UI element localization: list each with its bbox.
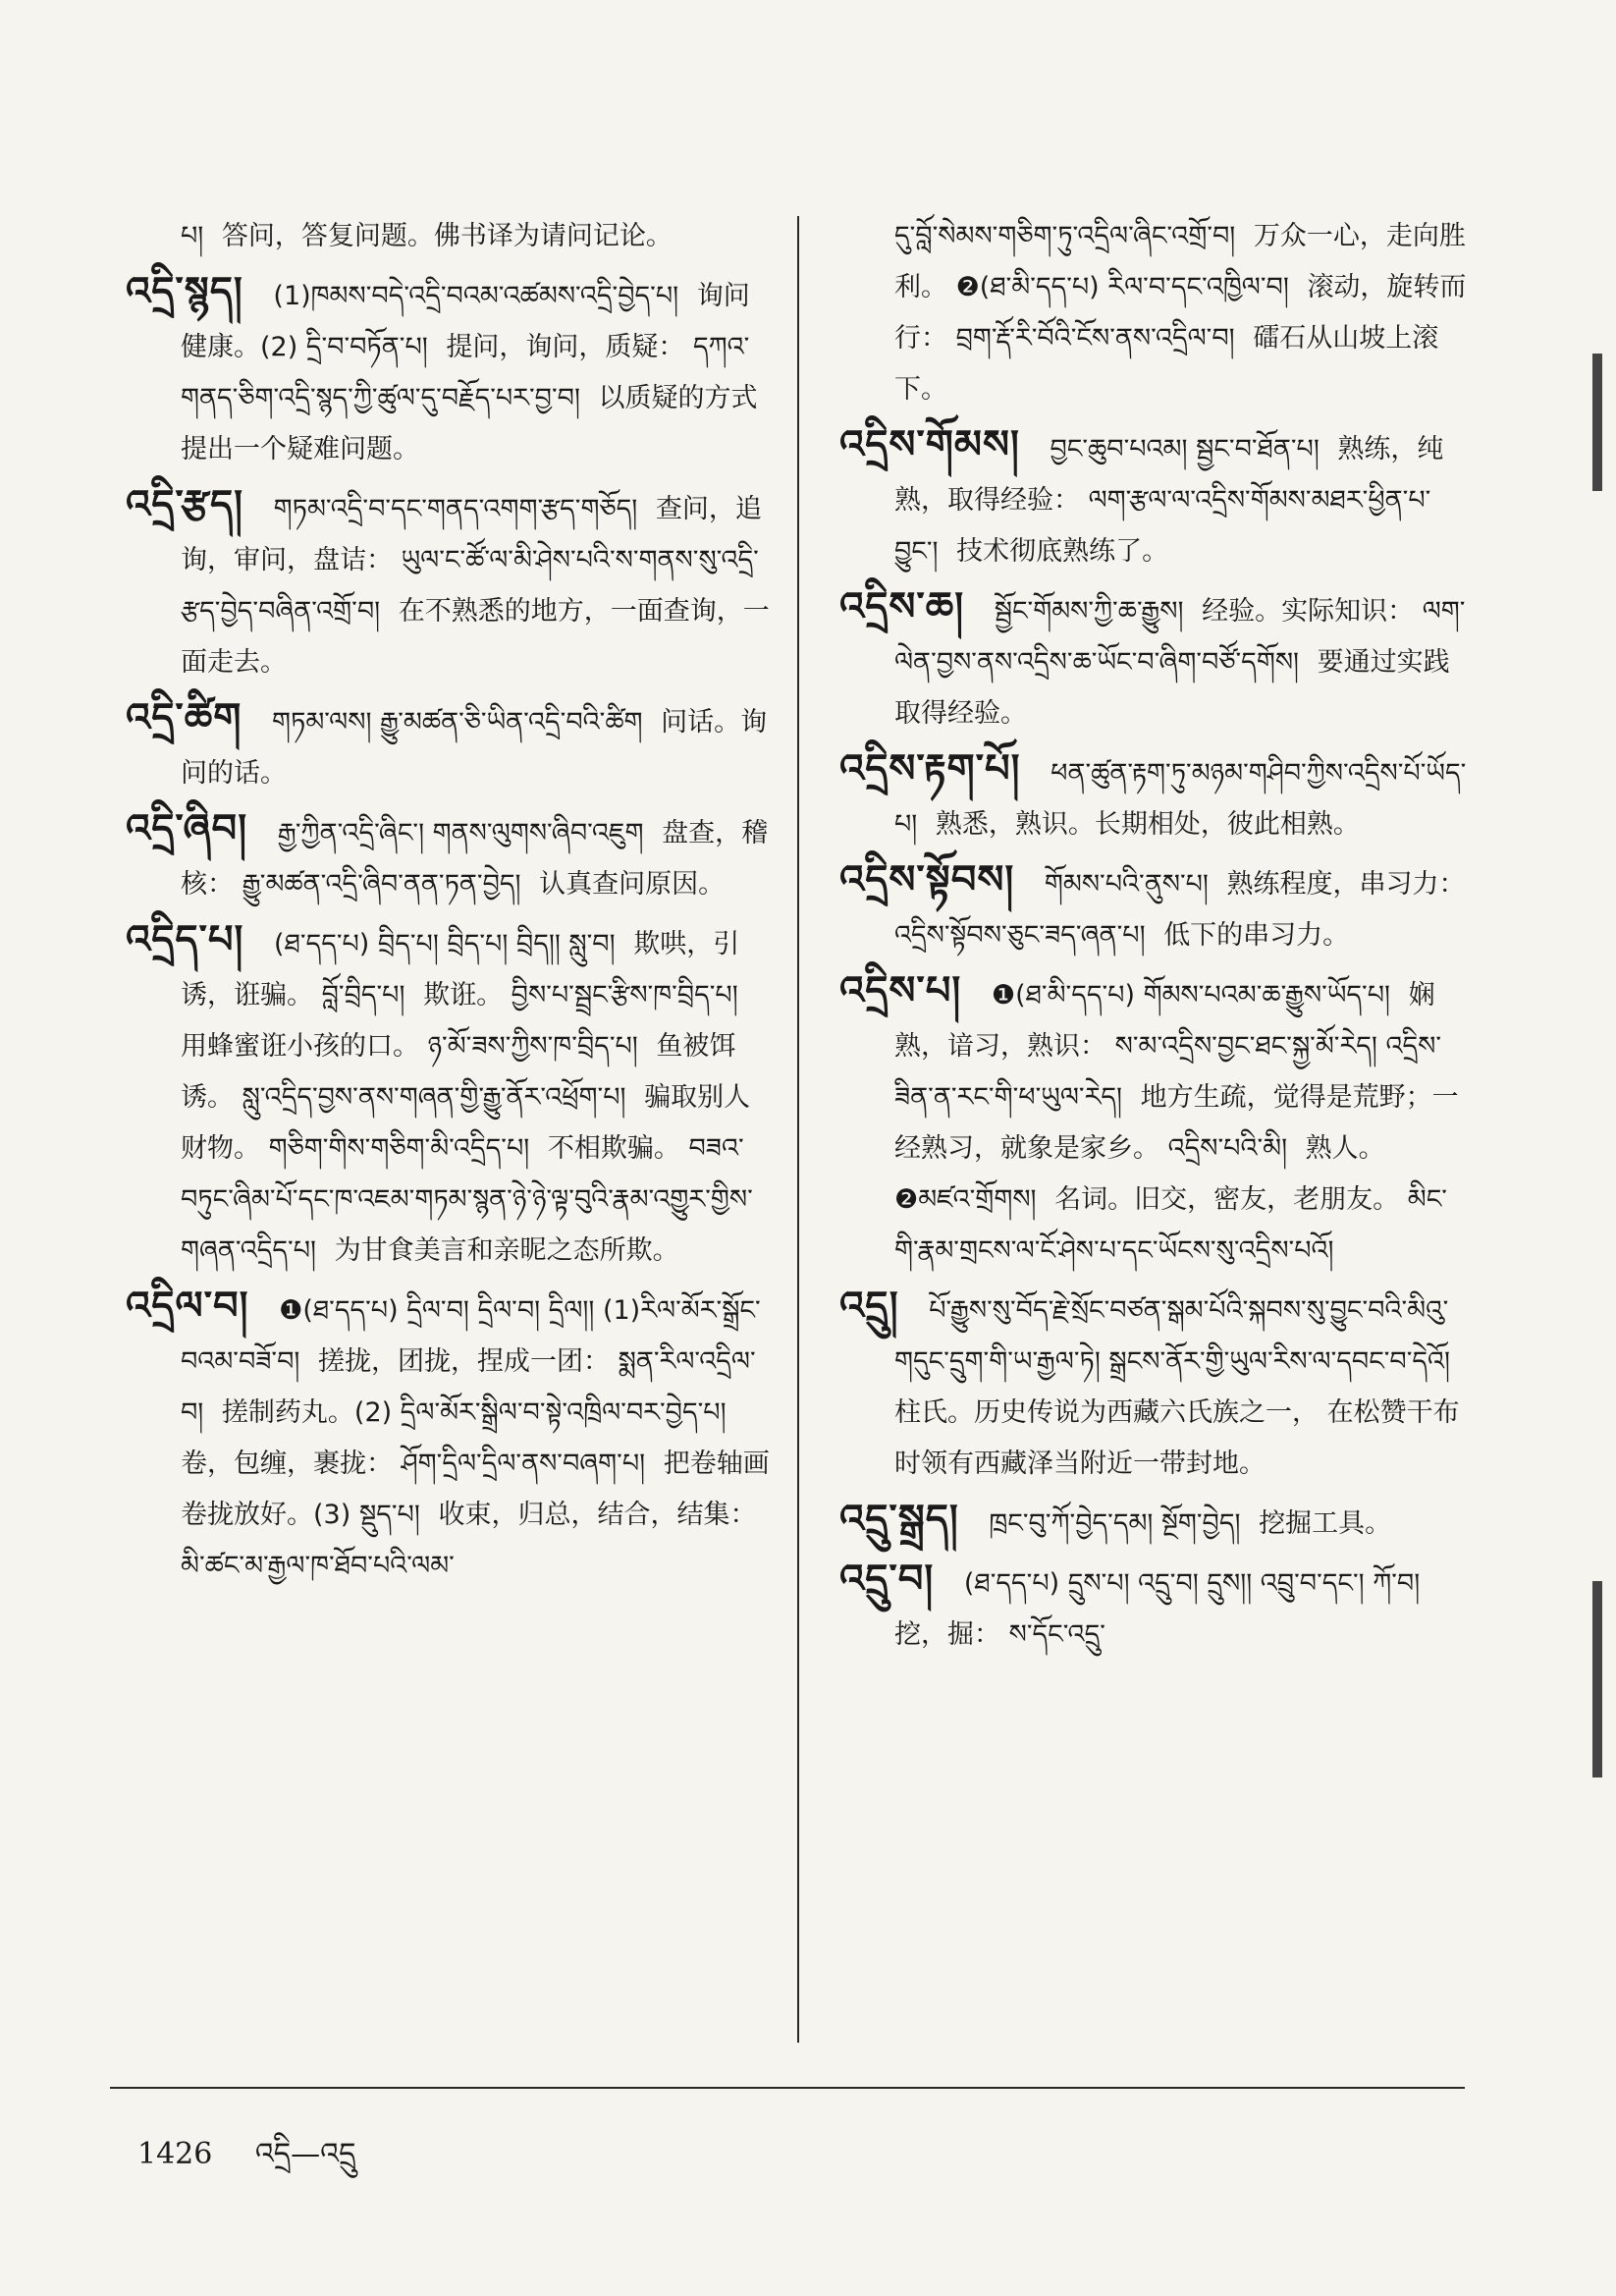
column-divider [797,216,799,2043]
dictionary-entry [839,1554,1468,1661]
entry-chinese-gloss: 挖掘工具。 [1259,1508,1392,1539]
entry-chinese-gloss: 低下的串习力。 [1163,920,1350,951]
entry-tibetan-text: བྲག་རྡོ་རི་བོའི་ངོས་ནས་འདྲིལ་བ། [955,323,1235,354]
entry-tibetan-text: ❶(ཐ་དད་པ) དྲིལ་བ། དྲིལ་བ། དྲིལ།། (1)རིལ་མོར་སྒྲོང་བའམ་བཟོ་བ། [181,1295,761,1377]
entry-tibetan-text: (1)ཁམས་བདེ་འདྲི་བའམ་འཚམས་འདྲི་བྱེད་པ། [273,281,679,311]
entry-headword: འདྲིས་སྟོབས། [839,857,1015,902]
dictionary-entry [839,1494,1468,1550]
left-column [126,211,774,1596]
entry-chinese-gloss: 熟练程度，串习力： [1226,869,1466,900]
dictionary-entry [839,581,1468,739]
entry-headword: འདྲིས་རྟག་པོ། [839,746,1021,792]
dictionary-entry [126,211,774,262]
page-range: འདྲི—འདྲུ [254,2137,356,2171]
entry-chinese-gloss: 不相欺骗。 [547,1133,680,1164]
entry-chinese-gloss: 在不熟悉的地方，一面查询，一面走去。 [181,596,770,678]
entry-chinese-gloss: 提问，询问，质疑： [446,332,685,362]
page-number: 1426 [137,2137,213,2171]
entry-tibetan-text: དྲིལ་མོར་སྒྲིལ་བ་སྟེ་འཁྲིལ་བར་བྱེད་པ། [400,1397,727,1428]
entry-tibetan-text: འདྲིས་པའི་མི། [1167,1133,1288,1164]
entry-tibetan-text: ཤོག་དྲིལ་དྲིལ་ནས་བཞག་པ། [401,1449,646,1479]
entry-chinese-gloss: 问话。询问的话。 [181,707,768,789]
entry-chinese-gloss: 询问健康。(2) [181,281,750,362]
entry-tibetan-text: གཏམ་ལས། རྒྱུ་མཚན་ཅི་ཡིན་འདྲི་བའི་ཚིག [272,707,643,738]
entry-tibetan-text: (ཐ་དད་པ) བྲིད་པ། བྲིད་པ། བྲིད།། སླུ་བ། [274,929,616,959]
entry-tibetan-text: འདྲིས་སྟོབས་ཅུང་ཟད་ཞན་པ། [894,920,1146,951]
entry-tibetan-text: སྦྱོང་གོམས་ཀྱི་ཆ་རྒྱུས། [994,596,1184,627]
scan-edge-mark [1592,1581,1602,1777]
dictionary-entry [126,803,774,910]
entry-chinese-gloss: 盘查，稽核： [181,818,769,900]
page-footer [137,2121,355,2204]
entry-headword: འདྲུ་སྒྲད། [839,1497,959,1542]
entry-tibetan-text: སླུ་འདྲིད་བྱས་ནས་གཞན་གྱི་རྒྱུ་ནོར་འཕྲོག་པ། [242,1082,626,1113]
right-column [839,211,1468,1665]
dictionary-entry [126,266,774,475]
entry-chinese-gloss: 熟练，纯熟，取得经验： [894,434,1444,516]
entry-headword: འདྲིལ་བ། [126,1284,249,1329]
entry-tibetan-text: བཟའ་བཏུང་ཞིམ་པོ་དང་ཁ་འཇམ་གཏམ་སྙན་ཉེ་ཉེ་ལྟ་བུའི་རྣམ་འགྱུར་གྱིས་གཞན་འདྲིད་པ། [181,1133,753,1266]
entry-headword: འདྲུ། [839,1284,899,1329]
entry-chinese-gloss: 礌石从山坡上滚下。 [894,323,1439,405]
entry-chinese-gloss: 熟人。 [1305,1133,1385,1164]
entry-chinese-gloss: 地方生疏，觉得是荒野；一经熟习，就象是家乡。 [894,1082,1459,1164]
entry-headword: འདྲིས་ཆ། [839,584,965,629]
entry-tibetan-text: ཡུལ་ང་ཚོ་ལ་མི་ཤེས་པའི་ས་གནས་སུ་འདྲི་རྩད་བྱེད་བཞིན་འགྲོ་བ། [181,545,759,627]
entry-tibetan-text: སྨན་རིལ་འདྲིལ་བ། [181,1346,756,1428]
entry-tibetan-text: པ། [181,221,204,251]
entry-chinese-gloss: 以质疑的方式提出一个疑难问题。 [181,383,758,465]
entry-tibetan-text: བྱང་ཆུབ་པའམ། སྦྱང་བ་ཐོན་པ། [1050,434,1320,465]
entry-headword: འདྲི་སྙད། [126,269,243,314]
entry-chinese-gloss: 为甘食美言和亲昵之态所欺。 [334,1235,679,1266]
entry-tibetan-text: གཅིག་གིས་གཅིག་མི་འདྲིད་པ། [268,1133,530,1164]
entry-tibetan-text: མིང་གི་རྣམ་གྲངས་ལ་ངོ་ཤེས་པ་དང་ཡོངས་སུ་འདྲིས་པའོ། [894,1184,1447,1266]
dictionary-entry [839,419,1468,577]
entry-chinese-gloss: 娴熟，谙习，熟识： [894,980,1435,1062]
entry-tibetan-text: ས་མ་འདྲིས་བྱང་ཐང་སྐྱ་མོ་རེད། འདྲིས་ཟིན་ན་རང་གི་ཕ་ཡུལ་རེད། [894,1031,1442,1113]
dictionary-entry [126,692,774,799]
entry-tibetan-text: དྲི་བ་བཏོན་པ། [305,332,428,362]
entry-chinese-gloss: 欺诳。 [423,980,504,1011]
entry-headword: འདྲིད་པ། [126,917,244,962]
dictionary-entry [126,1281,774,1592]
entry-tibetan-text: ས་དོང་འདྲུ་ [1008,1619,1105,1650]
entry-chinese-gloss: 技术彻底熟练了。 [956,536,1169,567]
entry-tibetan-text: སྡུད་པ། [358,1500,420,1530]
dictionary-entry [839,211,1468,415]
entry-chinese-gloss: 认真查问原因。 [539,869,726,900]
entry-chinese-gloss: 挖，掘： [894,1619,1000,1650]
entry-chinese-gloss: 把卷轴画卷拢放好。(3) [181,1449,770,1530]
dictionary-entry [839,854,1468,961]
entry-chinese-gloss: 名词。旧交，密友，老朋友。 [1054,1184,1400,1215]
entry-tibetan-text: ལག་ལེན་བྱས་ནས་འདྲིས་ཆ་ཡོང་བ་ཞིག་བཙོ་དགོས། [894,596,1466,678]
dictionary-entry [839,743,1468,850]
entry-chinese-gloss: 经验。实际知识： [1202,596,1415,627]
entry-tibetan-text: གོམས་པའི་ནུས་པ། [1044,869,1209,900]
entry-tibetan-text: ❷མཛའ་གྲོགས། [894,1184,1037,1215]
entry-tibetan-text: དཀའ་གནད་ཅིག་འདྲི་སྙད་ཀྱི་ཚུལ་དུ་བརྗོད་པར་བྱ་བ། [181,332,750,413]
entry-chinese-gloss: 搓拢，团拢，捏成一团： [318,1346,610,1377]
entry-headword: འདྲི་ཞིབ། [126,806,248,851]
scan-edge-mark [1592,354,1602,491]
entry-tibetan-text: བྱིས་པ་སྦྲང་རྩིས་ཁ་བྲིད་པ། [511,980,738,1011]
entry-tibetan-text: རྒྱ་ཀྱིན་འདྲི་ཞིང་། གནས་ལུགས་ཞིབ་འཇུག [277,818,644,848]
entry-tibetan-text: ལག་རྩལ་ལ་འདྲིས་གོམས་མཐར་ཕྱིན་པ་བྱུང་། [894,485,1431,567]
entry-tibetan-text: པོ་རྒྱུས་སུ་བོད་རྗེ་སྲོང་བཙན་སྒམ་པོའི་སྐབས་སུ་བྱུང་བའི་མིའུ་གདུང་དྲུག་གི་ཡ་རྒྱལ་ཏེ། སྒྲངས་ནོར་གྱི་ཡུལ་རིས་ལ་དབང་བ་དེའོ། [894,1295,1451,1377]
entry-tibetan-text: ❷(ཐ་མི་དད་པ) རིལ་བ་དང་འཁྱིལ་བ། [955,272,1289,302]
entry-chinese-gloss: 骗取别人财物。 [181,1082,751,1164]
entry-tibetan-text: ཉ་མོ་ཟས་ཀྱིས་ཁ་བྲིད་པ། [427,1031,638,1062]
entry-chinese-gloss: 收束，归总，结合，结集： [438,1500,757,1530]
entry-headword: འདྲིས་པ། [839,968,962,1013]
entry-chinese-gloss: 熟悉，熟识。长期相处，彼此相熟。 [935,809,1360,840]
entry-headword: འདྲིས་གོམས། [839,422,1020,467]
entry-chinese-gloss: 查问，追询，审问，盘诘： [181,494,762,575]
entry-chinese-gloss: 万众一心，走向胜利。 [894,221,1466,302]
entry-chinese-gloss: 鱼被饵诱。 [181,1031,736,1113]
entry-chinese-gloss: 柱氏。历史传说为西藏六氏族之一， 在松赞干布时领有西藏泽当附近一带封地。 [894,1397,1460,1479]
entry-tibetan-text: གཏམ་འདྲི་བ་དང་གནད་འགག་རྩད་གཅོད། [273,494,638,524]
entry-chinese-gloss: 搓制药丸。(2) [221,1397,393,1428]
dictionary-entry [839,965,1468,1277]
entry-chinese-gloss: 卷，包缠，裹拢： [181,1449,393,1479]
entry-chinese-gloss: 滚动，旋转而行： [894,272,1467,354]
dictionary-entry [839,1281,1468,1490]
entry-tibetan-text: རྒྱུ་མཚན་འདྲི་ཞིབ་ནན་ཏན་བྱེད། [242,869,521,900]
dictionary-entry [126,479,774,688]
entry-tibetan-text: ཕན་ཚུན་རྟག་ཏུ་མཉམ་གཤིབ་ཀྱིས་འདྲིས་པོ་ཡོད་པ། [894,758,1467,840]
entry-tibetan-text: ❶(ཐ་མི་དད་པ) གོམས་པའམ་ཆ་རྒྱུས་ཡོད་པ། [991,980,1390,1011]
entry-chinese-gloss: 欺哄，引诱，诳骗。 [181,929,740,1011]
entry-chinese-gloss: 答问，答复问题。佛书译为请问记论。 [221,221,673,251]
entry-headword: འདྲུ་བ། [839,1557,935,1602]
footer-rule [110,2087,1465,2089]
entry-headword: འདྲི་རྩད། [126,482,243,527]
entry-chinese-gloss: 要通过实践取得经验。 [894,647,1450,729]
entry-headword: འདྲི་ཚིག [126,695,242,740]
entry-tibetan-text: དུ་བློ་སེམས་གཅིག་ཏུ་འདྲིལ་ཞིང་འགྲོ་བ། [894,221,1236,251]
entry-tibetan-text: ཁྲང་བུ་ཀོ་བྱེད་དམ། སྔོག་བྱེད། [989,1508,1241,1539]
dictionary-entry [126,914,774,1277]
entry-tibetan-text: བློ་བྲིད་པ། [321,980,405,1011]
entry-tibetan-text: (ཐ་དད་པ) དྲུས་པ། འདྲུ་བ། དྲུས།། འབྲུ་བ་དང་། ཀོ་བ། [963,1568,1421,1599]
entry-tibetan-text: མི་ཚང་མ་རྒྱལ་ཁ་ཐོབ་པའི་ལམ་ [181,1551,455,1581]
entry-chinese-gloss: 用蜂蜜诳小孩的口。 [181,1031,419,1062]
